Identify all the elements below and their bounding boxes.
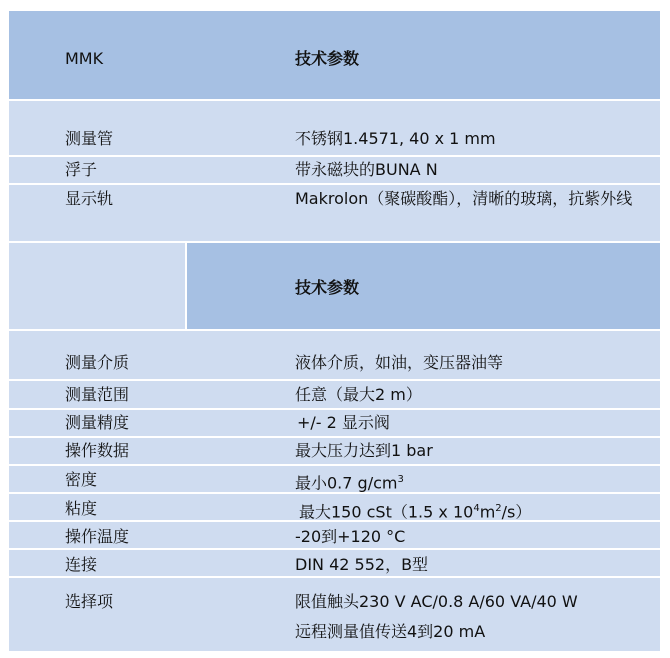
viscosity-unit-end: /s） [501,502,532,522]
viscosity-value: 最大150 cSt（1.5 x 10 [299,502,474,522]
row-label: 测量范围 [65,385,130,404]
row-value: -20到+120 °C [295,527,406,546]
row-label: 测量精度 [65,413,130,432]
row-label: 测量管 [65,129,114,148]
density-superscript: 3 [397,474,404,485]
viscosity-unit: m [479,502,496,522]
subheader-left [9,243,185,329]
row-label: 选择项 [65,592,114,611]
header-col1: MMK [65,49,104,68]
row-value: DIN 42 552，B型 [295,555,429,574]
row-value [295,469,404,494]
row-value [299,498,531,523]
density-value: 最小0.7 g/cm [295,473,398,493]
row-value: 带永磁块的BUNA N [295,160,438,179]
row-label: 显示轨 [65,189,114,208]
row-label: 操作温度 [65,527,130,546]
row-label: 连接 [65,555,98,574]
spec-table [9,11,660,651]
row-label: 浮子 [65,160,98,179]
row-label: 密度 [65,470,98,489]
viscosity-exponent: 4 [473,503,480,514]
row-label: 粘度 [65,499,98,518]
row-value: +/- 2 显示阀 [297,413,390,432]
row-value: 最大压力达到1 bar [295,441,433,460]
row-value: Makrolon（聚碳酸酯），清晰的玻璃，抗紫外线 [295,189,633,208]
subheader-right [187,243,660,329]
row-value: 液体介质，如油，变压器油等 [295,353,504,372]
header-col2: 技术参数 [295,49,360,68]
viscosity-unit-exponent: 2 [495,503,502,514]
row-value: 不锈钢1.4571, 40 x 1 mm [295,129,496,148]
row-label: 操作数据 [65,441,130,460]
row-label: 测量介质 [65,353,130,372]
row-value: 任意（最大2 m） [295,385,422,404]
row-value: 限值触头230 V AC/0.8 A/60 VA/40 W [295,592,578,611]
row-value-line2: 远程测量值传送4到20 mA [295,622,486,641]
subheader-col2: 技术参数 [295,278,360,297]
